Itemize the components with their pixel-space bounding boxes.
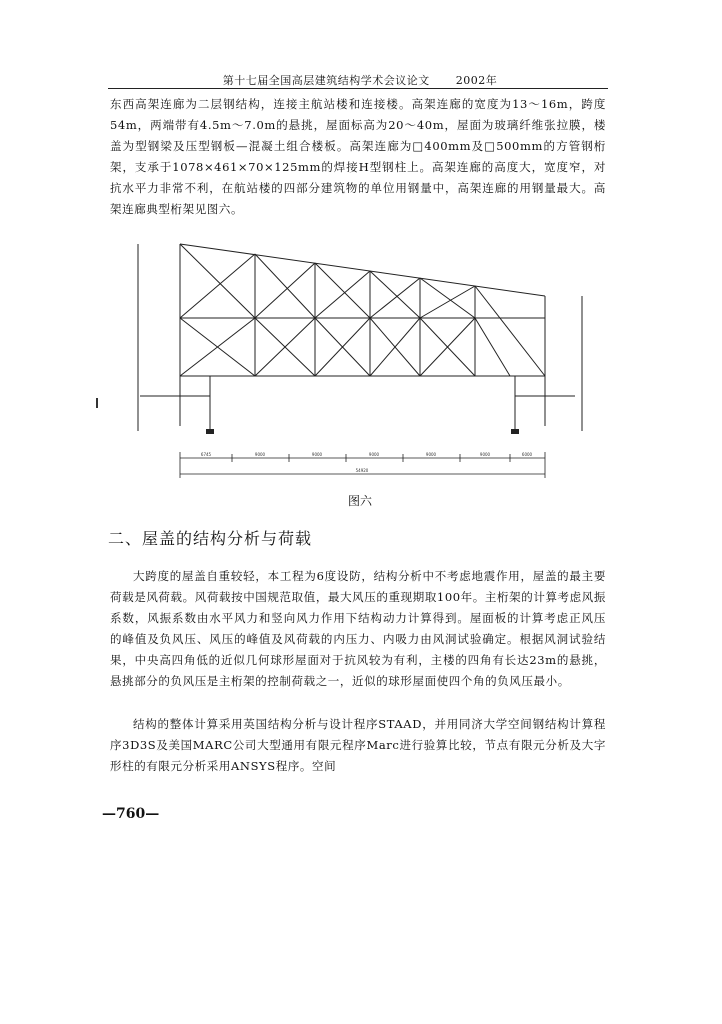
header-conference-title: 第十七届全国高层建筑结构学术会议论文	[222, 74, 430, 87]
page-number: —760—	[102, 806, 160, 822]
dimension-label-3: 9000	[311, 452, 323, 457]
dimension-label-5: 9000	[425, 452, 437, 457]
figure-caption: 图六	[347, 494, 372, 508]
paragraph-corridor-description: 东西高架连廊为二层钢结构，连接主航站楼和连接楼。高架连廊的宽度为13～16m，跨度54m，两端带有4.5m～7.0m的悬挑，屋面标高为20～40m，屋面为玻璃纤维张拉膜，楼盖为型钢梁及压型钢板—混凝土组合楼板。高架连廊为□400mm及□500mm的方管钢桁架，支承于1078×461×70×125mm的焊接H型钢柱上。高架连廊的高度大，宽度窄，对抗水平力非常不利，在航站楼的四部分建筑物的单位用钢量中，高架连廊的用钢量最大。高架连廊典型桁架见图六。	[110, 97, 606, 216]
dimension-label-7: 6000	[521, 452, 533, 457]
truss-elevation-drawing	[130, 236, 590, 484]
paragraph-structural-analysis: 结构的整体计算采用英国结构分析与设计程序STAAD，并用同济大学空间钢结构计算程序3D3S及美国MARC公司大型通用有限元程序Marc进行验算比较，节点有限元分析及大字形柱的有限元分析采用ANSYS程序。空间	[110, 717, 606, 773]
dimension-label-2: 9000	[254, 452, 266, 457]
header-year: 2002年	[455, 74, 498, 87]
dimension-label-4: 9000	[368, 452, 380, 457]
paragraph-wind-load: 大跨度的屋盖自重较轻，本工程为6度设防，结构分析中不考虑地震作用，屋盖的最主要荷载是风荷载。风荷载按中国规范取值，最大风压的重现期取100年。主桁架的计算考虑风振系数，风振系数由水平风力和竖向风力作用下结构动力计算得到。屋面板的计算考虑正风压的峰值及负风压、风压的峰值及风荷载的内压力、内吸力由风洞试验确定。根据风洞试验结果，中央高四角低的近似几何球形屋面对于抗风较为有利，主楼的四角有长达23m的悬挑，悬挑部分的负风压是主桁架的控制荷载之一，近似的球形屋面使四个角的负风压最小。	[110, 569, 606, 688]
running-header	[120, 72, 600, 88]
margin-mark	[96, 398, 98, 408]
truss-figure	[130, 236, 590, 484]
dimension-label-1: 6745	[200, 452, 212, 457]
dimension-label-6: 9000	[479, 452, 491, 457]
section-heading: 二、屋盖的结构分析与荷载	[108, 529, 313, 548]
dimension-total-label: 54920	[355, 468, 369, 473]
header-rule	[108, 88, 608, 89]
